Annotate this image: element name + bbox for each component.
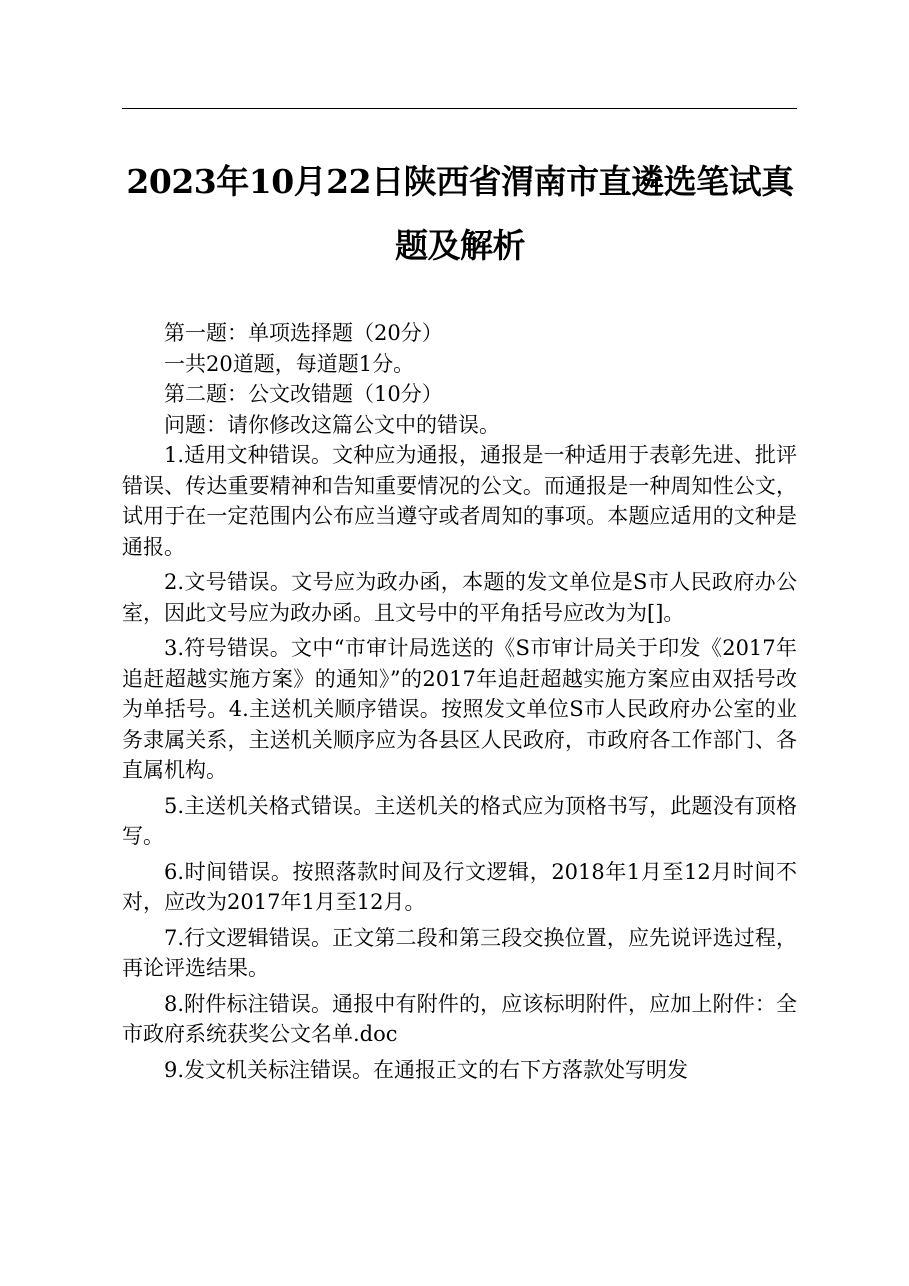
title-line-1: 2023年10月22日陕西省渭南市直遴选笔试真 (126, 162, 794, 201)
header-rule (122, 108, 797, 109)
paragraph-answer-6: 6.时间错误。按照落款时间及行文逻辑，2018年1月至12月时间不对，应改为2017年1月至12月。 (122, 859, 797, 914)
paragraph-question: 问题：请你修改这篇公文中的错误。 (164, 412, 500, 437)
title-line-2: 题及解析 (395, 226, 525, 265)
paragraph-answer-2: 2.文号错误。文号应为政办函，本题的发文单位是S市人民政府办公室，因此文号应为政办函。且文号中的平角括号应改为为[]。 (122, 570, 797, 625)
paragraph-section-1: 第一题：单项选择题（20分） (164, 321, 443, 345)
paragraph-answer-5: 5.主送机关格式错误。主送机关的格式应为顶格书写，此题没有顶格写。 (122, 793, 797, 848)
paragraph-answer-8: 8.附件标注错误。通报中有附件的，应该标明附件，应加上附件：全市政府系统获奖公文名单.doc (122, 991, 797, 1046)
paragraph-section-1-desc: 一共20道题，每道题1分。 (164, 351, 415, 376)
paragraph-section-2: 第二题：公文改错题（10分） (164, 382, 443, 406)
paragraph-answer-1: 1.适用文种错误。文种应为通报，通报是一种适用于表彰先进、批评错误、传达重要精神和告知重要情况的公文。而通报是一种周知性公文，试用于在一定范围内公布应当遵守或者周知的事项。本题应适用的文种是通报。 (122, 443, 797, 559)
paragraph-answer-9: 9.发文机关标注错误。在通报正文的右下方落款处写明发 (164, 1057, 689, 1082)
paragraph-answer-7: 7.行文逻辑错误。正文第二段和第三段交换位置，应先说评选过程，再论评选结果。 (122, 925, 797, 980)
paragraph-answer-3-4: 3.符号错误。文中“市审计局选送的《S市审计局关于印发《2017年追赶超越实施方案》的通知》”的2017年追赶超越实施方案应由双括号改为单括号。4.主送机关顺序错误。按照发文单位S市人民政府办公室的业务隶属关系，主送机关顺序应为各县区人民政府，市政府各工作部门、各直属机构。 (122, 636, 797, 782)
document-body (122, 318, 797, 1085)
document-title (110, 150, 810, 278)
